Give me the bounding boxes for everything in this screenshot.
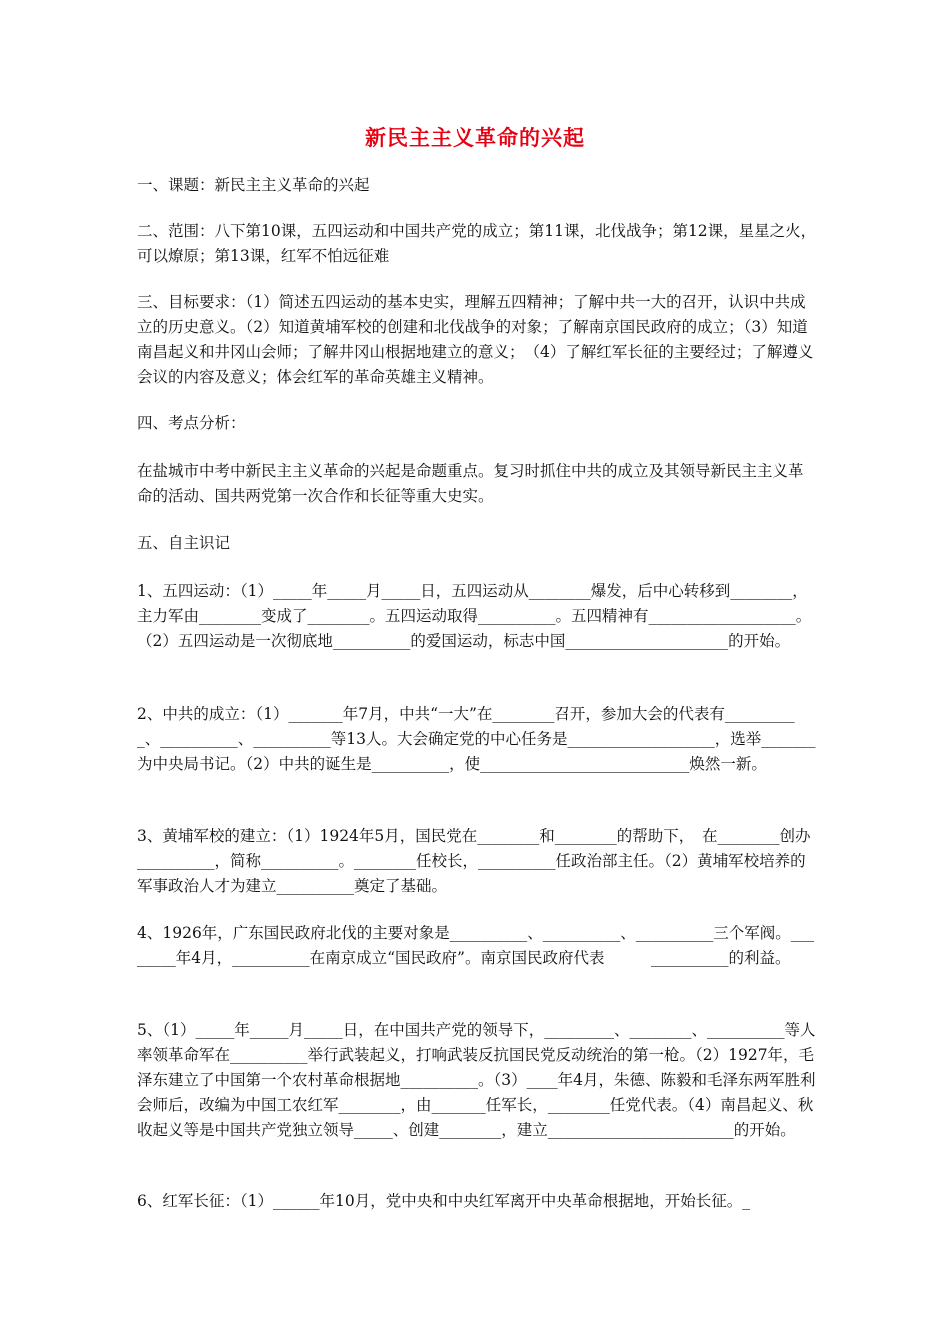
section-objectives: 三、目标要求：（1）简述五四运动的基本史实，理解五四精神；了解中共一大的召开，认识中共成立的历史意义。（2）知道黄埔军校的创建和北伐战争的对象；了解南京国民政府的成立；（3）知道南昌起义和井冈山会师；了解井冈山根据地建立的意义； （4）了解红军长征的主要经过；了解遵义会议的内容及意义；体会红军的革命英雄主义精神。: [137, 293, 814, 386]
question-1: 1、五四运动：（1）_____年_____月_____日，五四运动从________爆发，后中心转移到________，主力军由________变成了________。五四运动取得__________。五四精神有___________________。（2）五四运动是一次彻底地__________的爱国运动，标志中国_____________________的开始。: [137, 582, 812, 650]
section-scope: 二、范围：八下第10课，五四运动和中国共产党的成立；第11课，北伐战争；第12课，星星之火，可以燎原；第13课，红军不怕远征难: [137, 222, 817, 265]
section-memorize-heading: 五、自主识记: [137, 534, 231, 552]
question-6: 6、红军长征：（1）______年10月，党中央和中央红军离开中央革命根据地，开始长征。_: [137, 1192, 750, 1210]
question-5: 5、（1）_____年_____月_____日，在中国共产党的领导下，_________、________、__________等人率领革命军在__________举行武装起义，打响武装反抗国民党反动统治的第一枪。（2）1927年，毛泽东建立了中国第一个农村革命根据地__________。（3）____年4月，朱德、陈毅和毛泽东两军胜利会师后，改编为中国工农红军________，由_______任军长，________任党代表。（4）南昌起义、秋收起义等是中国共产党独立领导_____、创建________，建立________________________的开始。: [137, 1021, 816, 1139]
section-topic: 一、课题：新民主主义革命的兴起: [137, 176, 370, 194]
question-4: 4、1926年，广东国民政府北伐的主要对象是__________、__________、__________三个军阀。________年4月，__________在南京成立“国民政府”。南京国民政府代表 __________的利益。: [137, 924, 815, 967]
section-analysis-heading: 四、考点分析：: [137, 414, 246, 432]
question-2: 2、中共的成立：（1）_______年7月，中共“一大”在________召开，参加大会的代表有__________、__________、__________等13人。大会确定党的中心任务是___________________，选举_______为中央局书记。（2）中共的诞生是__________，使___________________________焕然一新。: [137, 705, 816, 773]
section-analysis-text: 在盐城市中考中新民主主义革命的兴起是命题重点。复习时抓住中共的成立及其领导新民主主义革命的活动、国共两党第一次合作和长征等重大史实。: [137, 462, 804, 505]
question-3: 3、黄埔军校的建立：（1）1924年5月，国民党在________和________的帮助下， 在________创办__________，简称__________。________任校长，__________任政治部主任。（2）黄埔军校培养的军事政治人才为建立__________奠定了基础。: [137, 827, 811, 895]
document-title: 新民主主义革命的兴起: [365, 125, 585, 150]
